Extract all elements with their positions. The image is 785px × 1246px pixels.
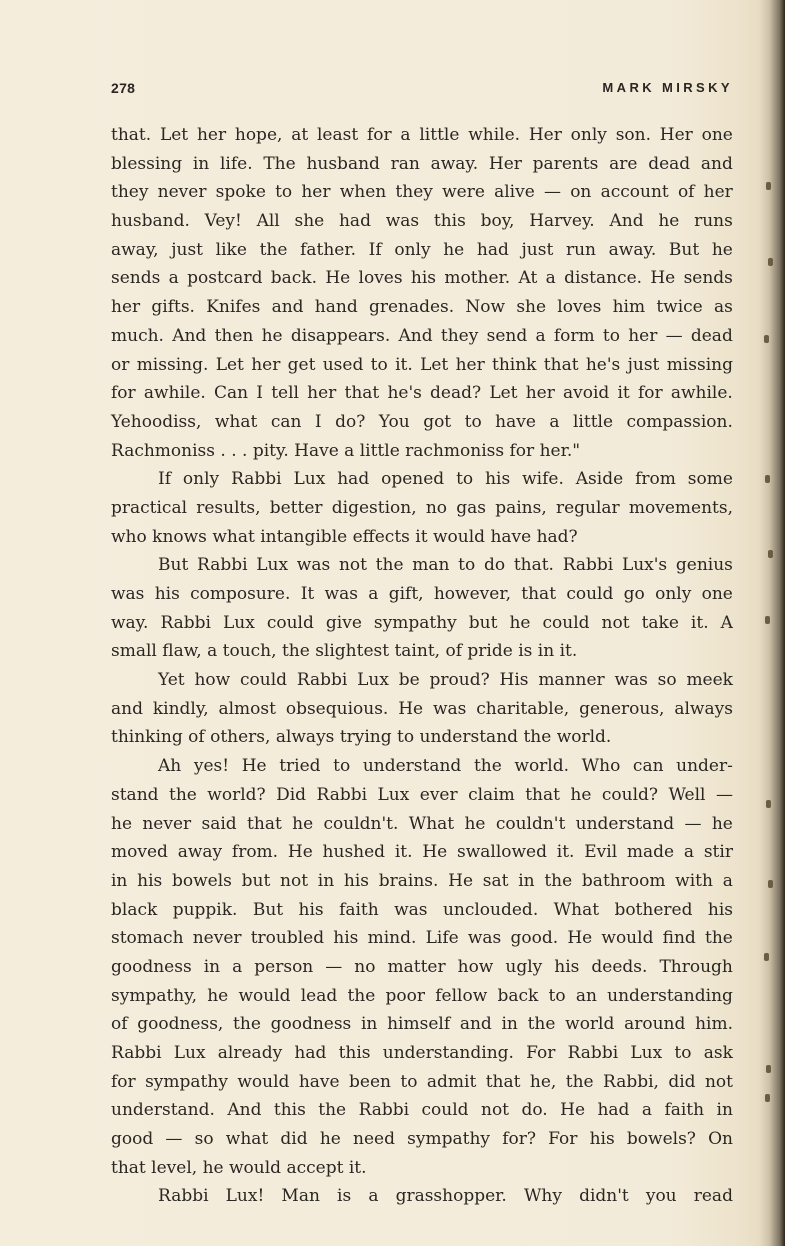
text-line: for sympathy would have been to admit that he, the Rabbi, did not	[111, 1071, 733, 1092]
gutter-mark	[766, 800, 771, 808]
text-line: that. Let her hope, at least for a little while. Her only son. Her one	[111, 125, 733, 145]
text-line: way. Rabbi Lux could give sympathy but he could not take it. A	[111, 612, 733, 633]
text-line: stomach never troubled his mind. Life was good. He would find the	[111, 928, 733, 949]
text-line: stand the world? Did Rabbi Lux ever claim that he could? Well —	[111, 784, 733, 805]
text-line: and kindly, almost obsequious. He was charitable, generous, always	[111, 698, 733, 719]
text-line: Rabbi Lux already had this understanding. For Rabbi Lux to ask	[111, 1043, 733, 1063]
gutter-mark	[766, 1065, 771, 1073]
text-line: that level, he would accept it.	[111, 1157, 367, 1178]
gutter-mark	[768, 258, 773, 266]
running-head: MARK MIRSKY	[602, 80, 733, 95]
gutter-mark	[766, 182, 771, 190]
gutter-mark	[764, 335, 769, 343]
text-line: or missing. Let her get used to it. Let her think that he's just missing	[111, 354, 733, 375]
gutter-mark	[765, 475, 770, 483]
page-header	[111, 80, 733, 100]
text-line: understand. And this the Rabbi could not do. He had a faith in	[111, 1100, 733, 1121]
text-line: away, just like the father. If only he had just run away. But he	[111, 239, 733, 260]
text-line: for awhile. Can I tell her that he's dead? Let her avoid it for awhile.	[111, 383, 733, 404]
text-line: If only Rabbi Lux had opened to his wife. Aside from some	[158, 469, 733, 490]
text-line: Rachmoniss . . . pity. Have a little rachmoniss for her."	[111, 440, 581, 461]
text-line: sends a postcard back. He loves his mother. At a distance. He sends	[111, 268, 733, 289]
text-line: Rabbi Lux! Man is a grasshopper. Why didn't you read	[158, 1186, 733, 1207]
text-line: blessing in life. The husband ran away. Her parents are dead and	[111, 153, 733, 174]
body-text	[111, 121, 733, 1211]
text-line: he never said that he couldn't. What he couldn't understand — he	[111, 813, 733, 834]
text-line: in his bowels but not in his brains. He sat in the bathroom with a	[111, 870, 733, 891]
text-line: Ah yes! He tried to understand the world. Who can under-	[158, 756, 733, 777]
text-line: much. And then he disappears. And they send a form to her — dead	[111, 325, 733, 346]
text-line: thinking of others, always trying to understand the world.	[111, 727, 612, 748]
text-line: was his composure. It was a gift, however, that could go only one	[111, 584, 733, 604]
text-line: her gifts. Knifes and hand grenades. Now she loves him twice as	[111, 297, 733, 318]
gutter-mark	[768, 550, 773, 558]
text-line: Yet how could Rabbi Lux be proud? His manner was so meek	[158, 670, 733, 691]
gutter-mark	[765, 616, 770, 624]
gutter-mark	[764, 953, 769, 961]
text-line: small flaw, a touch, the slightest taint, of pride is in it.	[111, 641, 578, 662]
text-line: they never spoke to her when they were alive — on account of her	[111, 182, 733, 203]
gutter-mark	[765, 1094, 770, 1102]
page-number: 278	[111, 80, 136, 96]
text-line: But Rabbi Lux was not the man to do that. Rabbi Lux's genius	[158, 555, 733, 576]
text-line: moved away from. He hushed it. He swallowed it. Evil made a stir	[111, 842, 733, 863]
text-line: black puppik. But his faith was unclouded. What bothered his	[111, 899, 733, 920]
text-line: who knows what intangible effects it would have had?	[111, 526, 578, 547]
text-line: good — so what did he need sympathy for? For his bowels? On	[111, 1129, 733, 1150]
page-gutter	[759, 0, 785, 1246]
text-line: Yehoodiss, what can I do? You got to have a little compassion.	[111, 411, 733, 432]
text-line: goodness in a person — no matter how ugly his deeds. Through	[111, 956, 733, 977]
text-line: sympathy, he would lead the poor fellow back to an understanding	[111, 985, 733, 1006]
gutter-mark	[768, 880, 773, 888]
text-line: of goodness, the goodness in himself and in the world around him.	[111, 1014, 733, 1035]
text-line: practical results, better digestion, no gas pains, regular movements,	[111, 497, 733, 518]
text-line: husband. Vey! All she had was this boy, Harvey. And he runs	[111, 211, 733, 232]
